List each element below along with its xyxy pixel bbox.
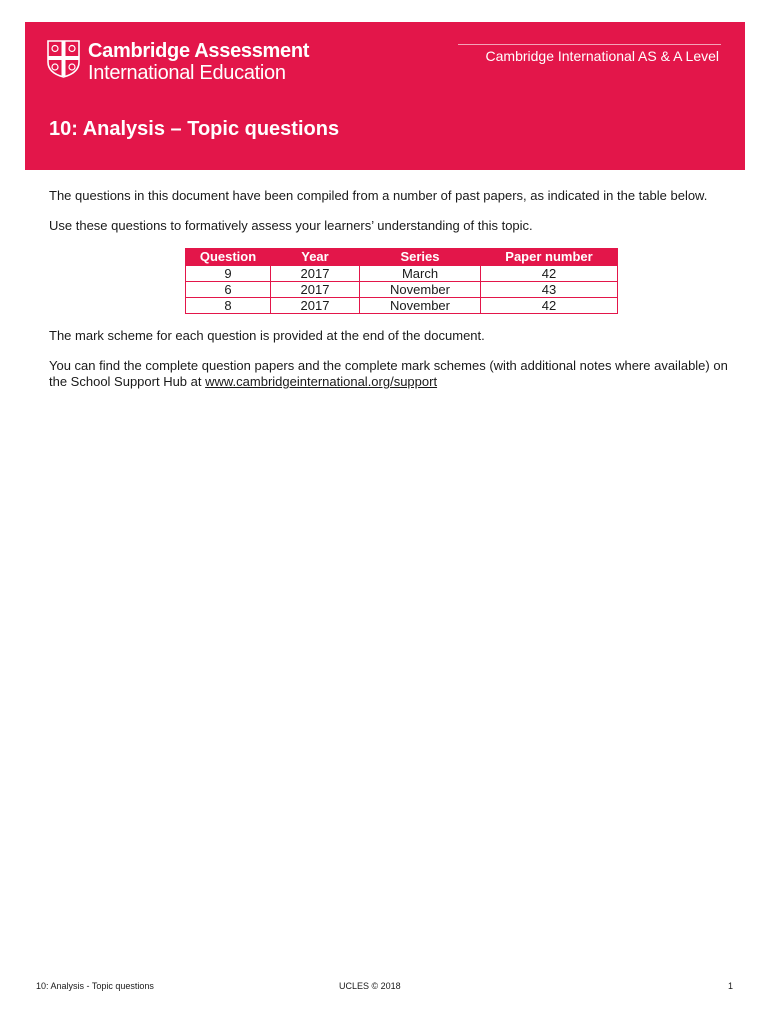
table-row [186,282,618,298]
footer-document-title: 10: Analysis - Topic questions [36,981,154,991]
questions-table [185,248,618,314]
cell-question: 6 [186,282,271,298]
level-divider [458,44,721,45]
cell-series: March [360,266,481,282]
header-series: Series [360,249,481,266]
document-title: 10: Analysis – Topic questions [49,118,340,140]
table-header-row [186,249,618,266]
cell-year: 2017 [271,282,360,298]
cell-series: November [360,298,481,314]
cambridge-logo [47,40,309,84]
support-hub-link[interactable]: www.cambridgeinternational.org/support [205,374,438,389]
page-number: 1 [727,981,733,991]
header-banner [25,22,745,170]
header-paper-number: Paper number [481,249,618,266]
mark-scheme-note: The mark scheme for each question is provided at the end of the document. [49,328,485,343]
table-row [186,266,618,282]
cell-paper-number: 42 [481,298,618,314]
cell-paper-number: 42 [481,266,618,282]
cell-year: 2017 [271,298,360,314]
support-hub-paragraph [49,358,729,390]
qualification-level: Cambridge International AS & A Level [485,48,719,64]
footer-copyright: UCLES © 2018 [339,981,401,991]
logo-line1: Cambridge Assessment [88,40,310,62]
document-body [49,188,729,404]
cell-paper-number: 43 [481,282,618,298]
table-row [186,298,618,314]
intro-paragraph-1: The questions in this document have been compiled from a number of past papers, as indicated in the table below. [49,188,708,203]
logo-line2: International Education [88,62,286,84]
cell-year: 2017 [271,266,360,282]
support-hub-text: You can find the complete question papers and the complete mark schemes (with additional notes where available) on the School Support Hub at [49,358,728,389]
logo-wordmark [88,40,309,84]
header-year: Year [271,249,360,266]
intro-paragraph-2: Use these questions to formatively assess your learners’ understanding of this topic. [49,218,533,233]
cell-question: 9 [186,266,271,282]
cell-series: November [360,282,481,298]
shield-icon [47,40,80,78]
header-question: Question [186,249,271,266]
cell-question: 8 [186,298,271,314]
